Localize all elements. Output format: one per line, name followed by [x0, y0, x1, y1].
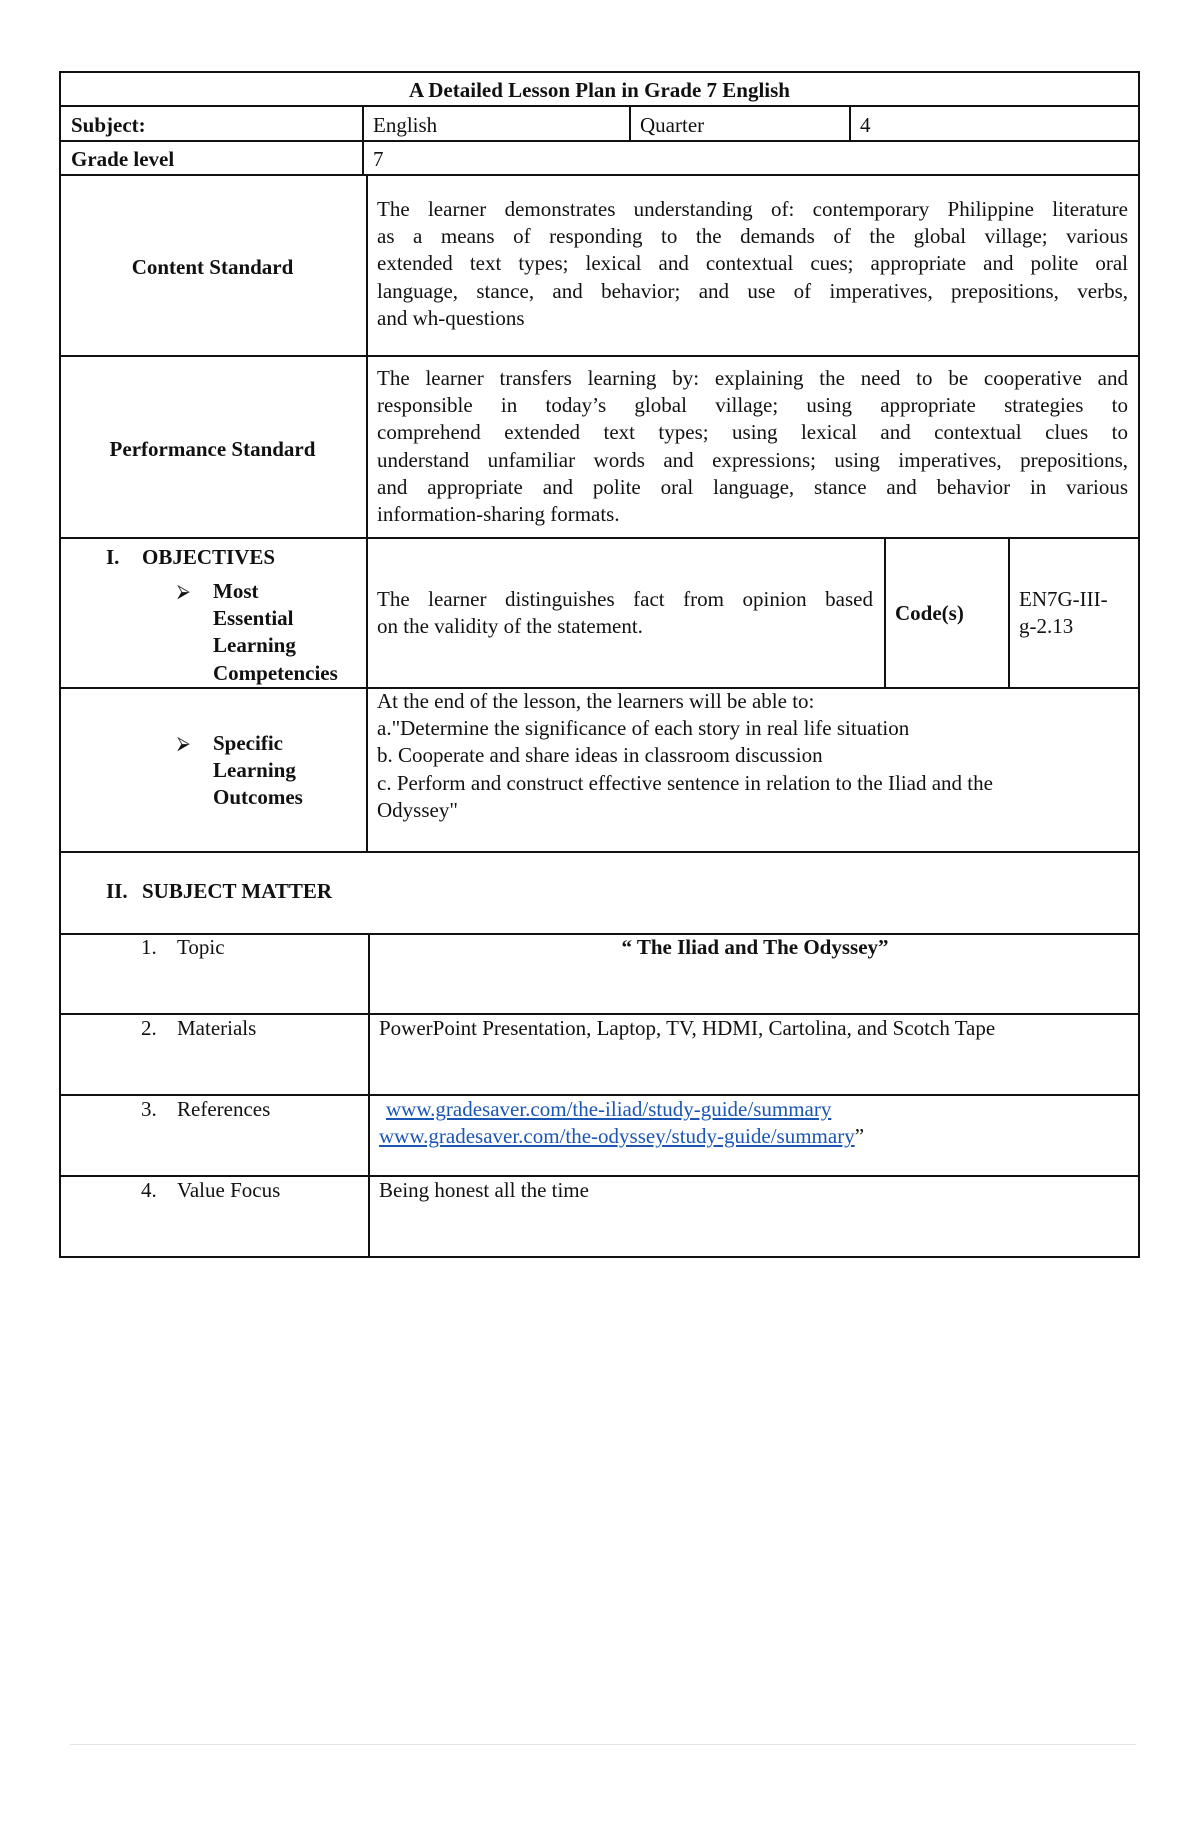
column-rule: [884, 537, 886, 688]
slo-label: Specific Learning Outcomes: [213, 731, 303, 810]
references-number: 3.: [141, 1097, 157, 1121]
column-rule: [368, 933, 370, 1258]
quarter-value: 4: [860, 113, 871, 137]
quarter-label: Quarter: [640, 113, 705, 137]
row-rule: [59, 851, 1140, 853]
performance-standard-text: The learner transfers learning by: explaining the need to be cooperative and responsible in today’s global village; using appropriate strategies to comprehend extended text types; using lexical and contextual clues to understand unfamiliar words and expressions; using imperatives, prepositions, and appropriate and polite oral language, stance and behavior in various information-sharing formats.: [377, 366, 1128, 527]
topic-label: Topic: [177, 935, 225, 959]
reference-line-odyssey: www.gradesaver.com/the-odyssey/study-guide/summary”: [379, 1124, 865, 1148]
subject-matter-heading: SUBJECT MATTER: [142, 879, 333, 903]
topic-number: 1.: [141, 935, 157, 959]
grade-level-value: 7: [373, 147, 384, 171]
melc-text: The learner distinguishes fact from opinion based on the validity of the statement.: [377, 587, 873, 639]
topic-value: “ The Iliad and The Odyssey”: [621, 935, 889, 959]
row-rule: [59, 355, 1140, 357]
value-focus-label: Value Focus: [177, 1178, 281, 1202]
column-rule: [849, 105, 851, 141]
objectives-numeral: I.: [106, 545, 120, 569]
subject-label: Subject:: [71, 113, 146, 137]
content-standard-text: The learner demonstrates understanding of: contemporary Philippine literature as a means of responding to the demands of the global village; various extended text types; lexical and contextual cues; appropriate and polite oral language, stance, and behavior; and use of imperatives, prepositions, verbs, and wh-questions: [377, 197, 1128, 330]
materials-value: PowerPoint Presentation, Laptop, TV, HDMI, Cartolina, and Scotch Tape: [379, 1016, 996, 1040]
melc-label: Most Essential Learning Competencies: [213, 579, 338, 685]
performance-standard-label: Performance Standard: [109, 437, 316, 461]
column-rule: [629, 105, 631, 141]
subject-value: English: [373, 113, 438, 137]
footer-divider: [70, 1744, 1136, 1745]
row-rule: [59, 174, 1140, 176]
code-value: EN7G-III- g-2.13: [1019, 587, 1108, 639]
arrow-bullet-icon: ⮚: [177, 581, 190, 601]
code-label: Code(s): [895, 601, 964, 625]
content-standard-label: Content Standard: [131, 255, 294, 279]
references-label: References: [177, 1097, 271, 1121]
grade-level-label: Grade level: [71, 147, 175, 171]
materials-number: 2.: [141, 1016, 157, 1040]
row-rule: [59, 537, 1140, 539]
objectives-heading: OBJECTIVES: [142, 545, 276, 569]
page-title: A Detailed Lesson Plan in Grade 7 English: [409, 78, 790, 102]
column-rule: [362, 105, 364, 175]
reference-link-iliad[interactable]: www.gradesaver.com/the-iliad/study-guide/summary: [386, 1097, 832, 1121]
column-rule: [1008, 537, 1010, 688]
arrow-bullet-icon: ⮚: [177, 733, 190, 753]
value-focus-number: 4.: [141, 1178, 157, 1202]
subject-matter-numeral: II.: [106, 879, 128, 903]
materials-label: Materials: [177, 1016, 257, 1040]
slo-text: At the end of the lesson, the learners will be able to: a."Determine the significance of each story in real life situation b. Cooperate and share ideas in classroom discussion c. Perform and construct effective sentence in relation to the Iliad and the Odyssey": [377, 689, 993, 822]
row-rule: [59, 140, 1140, 142]
reference-link-odyssey[interactable]: www.gradesaver.com/the-odyssey/study-guide/summary: [379, 1124, 855, 1148]
value-focus-value: Being honest all the time: [379, 1178, 589, 1202]
row-rule: [59, 105, 1140, 107]
column-rule: [366, 174, 368, 852]
